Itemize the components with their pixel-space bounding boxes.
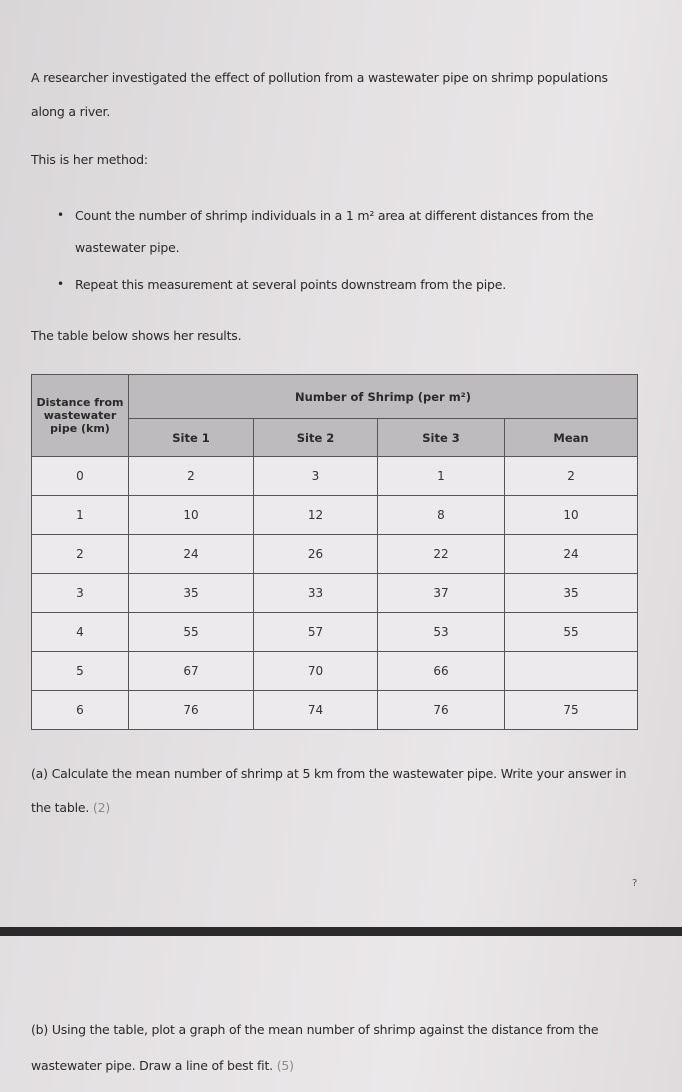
cell-site-1: 24	[129, 535, 254, 574]
table-intro: The table below shows her results.	[31, 328, 242, 343]
cell-distance: 2	[32, 535, 129, 574]
question-b-line-1: (b) Using the table, plot a graph of the mean number of shrimp against the distance from the	[31, 1022, 599, 1037]
cell-distance: 5	[32, 652, 129, 691]
cell-site-3: 37	[378, 574, 505, 613]
cell-site-1: 76	[129, 691, 254, 730]
cell-site-3: 8	[378, 496, 505, 535]
cell-distance: 0	[32, 457, 129, 496]
question-b-marks: (5)	[276, 1058, 294, 1073]
table-row	[32, 691, 638, 730]
cell-site-3: 76	[378, 691, 505, 730]
cell-distance: 4	[32, 613, 129, 652]
header-distance: Distance from wastewater pipe (km)	[32, 375, 129, 457]
cell-distance: 1	[32, 496, 129, 535]
cell-mean: 2	[505, 457, 638, 496]
results-table	[31, 374, 638, 730]
header-mean: Mean	[505, 419, 638, 457]
method-label: This is her method:	[31, 152, 148, 167]
table-row	[32, 574, 638, 613]
cell-mean: 35	[505, 574, 638, 613]
cell-site-3: 22	[378, 535, 505, 574]
page-divider	[0, 927, 682, 936]
intro-line-1: A researcher investigated the effect of pollution from a wastewater pipe on shrimp populations	[31, 70, 608, 85]
question-a-marks: (2)	[92, 800, 111, 815]
cell-site-2: 33	[254, 574, 378, 613]
table-row	[32, 457, 638, 496]
cell-mean: 24	[505, 535, 638, 574]
cell-mean-answer[interactable]	[505, 652, 638, 691]
bullet-2: • Repeat this measurement at several points downstream from the pipe.	[75, 277, 506, 292]
cell-site-2: 57	[254, 613, 378, 652]
cell-site-2: 70	[254, 652, 378, 691]
table-row	[32, 496, 638, 535]
stray-mark: ?	[632, 878, 638, 889]
question-b-text: wastewater pipe. Draw a line of best fit.	[31, 1058, 273, 1073]
header-number-of-shrimp: Number of Shrimp (per m²)	[129, 375, 638, 419]
table-row	[32, 535, 638, 574]
intro-line-2: along a river.	[31, 104, 111, 119]
cell-distance: 6	[32, 691, 129, 730]
cell-site-3: 66	[378, 652, 505, 691]
cell-site-1: 67	[129, 652, 254, 691]
header-site-3: Site 3	[378, 419, 505, 457]
cell-site-2: 12	[254, 496, 378, 535]
cell-mean: 75	[505, 691, 638, 730]
cell-site-2: 26	[254, 535, 378, 574]
table-row	[32, 613, 638, 652]
cell-site-1: 2	[129, 457, 254, 496]
cell-site-1: 35	[129, 574, 254, 613]
bullet-1-line-2: wastewater pipe.	[75, 240, 180, 255]
cell-mean: 55	[505, 613, 638, 652]
header-site-2: Site 2	[254, 419, 378, 457]
table-row	[32, 652, 638, 691]
bullet-1-line-1: • Count the number of shrimp individuals in a 1 m² area at different distances from the	[75, 208, 593, 223]
question-a-line-1: (a) Calculate the mean number of shrimp at 5 km from the wastewater pipe. Write your answer in	[31, 766, 627, 781]
cell-site-1: 10	[129, 496, 254, 535]
cell-distance: 3	[32, 574, 129, 613]
cell-site-3: 53	[378, 613, 505, 652]
cell-site-2: 3	[254, 457, 378, 496]
header-site-1: Site 1	[129, 419, 254, 457]
cell-site-3: 1	[378, 457, 505, 496]
cell-mean: 10	[505, 496, 638, 535]
question-b-line-2	[31, 1058, 294, 1073]
cell-site-1: 55	[129, 613, 254, 652]
question-a-text: the table.	[31, 800, 90, 815]
cell-site-2: 74	[254, 691, 378, 730]
question-a-line-2	[31, 800, 110, 815]
